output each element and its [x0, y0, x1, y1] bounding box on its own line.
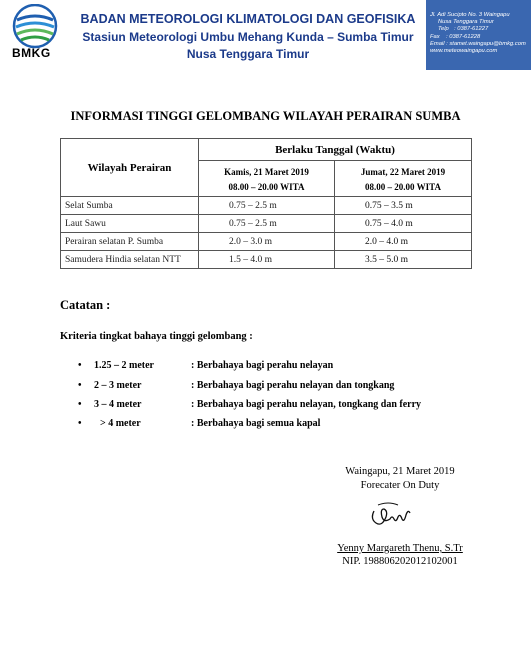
signoff-role: Forecater On Duty [360, 480, 440, 491]
day2-value-cell: 0.75 – 3.5 m [335, 197, 472, 215]
criteria-description: : Berbahaya bagi perahu nelayan [191, 360, 334, 371]
day2-value-cell: 3.5 – 5.0 m [335, 251, 472, 269]
table-row [61, 251, 472, 269]
criteria-range: 2 – 3 meter [94, 380, 142, 391]
document-title: INFORMASI TINGGI GELOMBANG WILAYAH PERAIRAN SUMBA [70, 109, 461, 123]
criteria-description: : Berbahaya bagi perahu nelayan dan tongkang [191, 380, 395, 391]
address-line-1: Jl. Adi Sucipto No. 3 Waingapu [430, 12, 510, 18]
region-cell: Laut Sawu [61, 215, 199, 233]
day2-date: Jumat, 22 Maret 2019 [360, 166, 446, 177]
website: www.meteowaingapu.com [430, 48, 498, 55]
signature-icon [368, 497, 414, 531]
contact-panel [426, 0, 531, 70]
signoff-place-date: Waingapu, 21 Maret 2019 [345, 466, 455, 477]
wave-height-table [60, 138, 472, 269]
column-header-day1 [199, 161, 335, 197]
logo-text: BMKG [12, 46, 51, 60]
day2-value-cell: 0.75 – 4.0 m [335, 215, 472, 233]
province-name: Nusa Tenggara Timur [186, 47, 310, 61]
day1-value-cell: 2.0 – 3.0 m [199, 233, 335, 251]
region-cell: Perairan selatan P. Sumba [61, 233, 199, 251]
signoff-nip: NIP. 198806202012102001 [342, 556, 458, 567]
day2-value-cell: 2.0 – 4.0 m [335, 233, 472, 251]
criteria-range: 3 – 4 meter [94, 399, 142, 410]
letterhead [0, 0, 531, 72]
criteria-description: : Berbahaya bagi semua kapal [191, 418, 321, 429]
column-header-day2 [335, 161, 472, 197]
bullet-icon: • [78, 380, 82, 391]
bullet-icon: • [78, 399, 82, 410]
notes-heading: Catatan : [60, 298, 111, 312]
region-cell: Samudera Hindia selatan NTT [61, 251, 199, 269]
day1-value-cell: 0.75 – 2.5 m [199, 197, 335, 215]
bullet-icon: • [78, 360, 82, 371]
day1-time: 08.00 – 20.00 WITA [228, 181, 305, 192]
station-name: Stasiun Meteorologi Umbu Mehang Kunda – Sumba Timur [82, 30, 414, 44]
table-row [61, 197, 472, 215]
fax [430, 34, 528, 41]
criteria-range: 1.25 – 2 meter [94, 360, 154, 371]
table-row [61, 233, 472, 251]
fax-label: Fax [430, 33, 440, 40]
day2-time: 08.00 – 20.00 WITA [365, 181, 441, 192]
telp-label: Telp [438, 26, 449, 33]
table-row [61, 215, 472, 233]
criteria-range: > 4 meter [100, 418, 141, 429]
bullet-icon: • [78, 418, 82, 429]
table-header-row [61, 139, 472, 161]
column-header-validity: Berlaku Tanggal (Waktu) [199, 139, 472, 161]
day1-value-cell: 1.5 – 4.0 m [199, 251, 335, 269]
day1-value-cell: 0.75 – 2.5 m [199, 215, 335, 233]
day1-date: Kamis, 21 Maret 2019 [224, 166, 309, 177]
criteria-description: : Berbahaya bagi perahu nelayan, tongkang dan ferry [191, 399, 422, 410]
region-cell: Selat Sumba [61, 197, 199, 215]
address-line-2: Nusa Tenggara Timur [438, 19, 494, 26]
telephone [430, 26, 528, 33]
signoff-name: Yenny Margareth Thenu, S.Tr [337, 543, 463, 554]
email: Email : stamet.waingapu@bmkg.com [430, 40, 526, 47]
column-header-region: Wilayah Perairan [61, 139, 199, 197]
agency-name: BADAN METEOROLOGI KLIMATOLOGI DAN GEOFISIKA [80, 12, 416, 26]
fax-value: : 0387-61228 [446, 33, 481, 40]
criteria-title: Kriteria tingkat bahaya tinggi gelombang : [60, 331, 253, 342]
telp-value: : 0387-61227 [454, 26, 489, 33]
